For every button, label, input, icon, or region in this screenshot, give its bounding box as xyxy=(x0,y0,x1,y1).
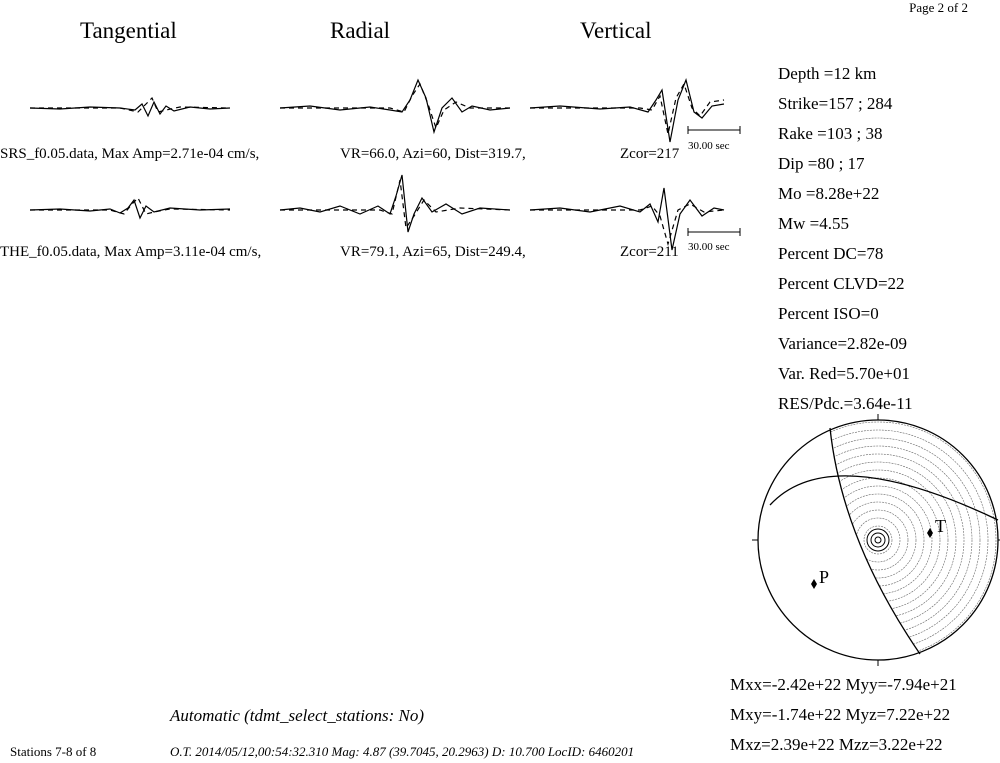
waveform-srs-tangential-data xyxy=(30,102,230,116)
p-axis-label: P xyxy=(819,567,830,587)
column-header-vertical: Vertical xyxy=(580,18,652,43)
param-res-pdc: RES/Pdc.=3.64e-11 xyxy=(778,394,913,413)
waveform-srs-vertical-synthetic xyxy=(530,84,724,134)
waveform-the-radial-data xyxy=(280,175,510,232)
param-variance: Variance=2.82e-09 xyxy=(778,334,908,353)
scale-bar-2 xyxy=(688,228,740,236)
station-2-stats: VR=79.1, Azi=65, Dist=249.4, xyxy=(340,244,526,260)
station-1-scale-label: 30.00 sec xyxy=(688,140,730,152)
page-number: Page 2 of 2 xyxy=(909,0,968,15)
waveform-srs-vertical-data xyxy=(530,80,724,142)
param-percent-dc: Percent DC=78 xyxy=(778,244,884,263)
column-header-radial: Radial xyxy=(330,18,391,43)
stations-range: Stations 7-8 of 8 xyxy=(10,744,97,759)
moment-tensor-row-3: Mxz=2.39e+22 Mzz=3.22e+22 xyxy=(730,735,943,754)
param-percent-iso: Percent ISO=0 xyxy=(778,304,879,323)
beachball xyxy=(752,414,1000,666)
station-2-zcor: Zcor=211 xyxy=(620,244,679,260)
moment-tensor-row-2: Mxy=-1.74e+22 Myz=7.22e+22 xyxy=(730,705,951,724)
param-var-red: Var. Red=5.70e+01 xyxy=(778,364,911,383)
waveform-the-radial-synthetic xyxy=(280,180,510,228)
param-rake: Rake =103 ; 38 xyxy=(778,124,883,143)
column-header-tangential: Tangential xyxy=(80,18,177,43)
p-axis-marker xyxy=(811,579,817,589)
station-1-stats: VR=66.0, Azi=60, Dist=319.7, xyxy=(340,146,526,162)
t-axis-label: T xyxy=(935,516,946,536)
t-axis-marker xyxy=(927,528,933,538)
station-1-label: SRS_f0.05.data, Max Amp=2.71e-04 cm/s, xyxy=(0,146,260,162)
station-1-zcor: Zcor=217 xyxy=(620,146,680,162)
station-2-label: THE_f0.05.data, Max Amp=3.11e-04 cm/s, xyxy=(0,244,262,260)
waveform-the-tangential-data xyxy=(30,200,230,218)
beachball-ticks xyxy=(752,414,1000,666)
waveform-the-vertical-synthetic xyxy=(530,204,724,244)
scale-bar-1 xyxy=(688,126,740,134)
waveform-srs-radial-data xyxy=(280,80,510,132)
station-2-scale-label: 30.00 sec xyxy=(688,241,730,253)
param-mo: Mo =8.28e+22 xyxy=(778,184,880,203)
automatic-mode-label: Automatic (tdmt_select_stations: No) xyxy=(170,706,425,725)
param-mw: Mw =4.55 xyxy=(778,214,849,233)
param-strike: Strike=157 ; 284 xyxy=(778,94,893,113)
waveform-srs-tangential-synthetic xyxy=(30,98,230,112)
param-depth: Depth =12 km xyxy=(778,64,877,83)
moment-tensor-row-1: Mxx=-2.42e+22 Myy=-7.94e+21 xyxy=(730,675,957,694)
origin-info: O.T. 2014/05/12,00:54:32.310 Mag: 4.87 (39.7045, 20.2963) D: 10.700 LocID: 6460201 xyxy=(170,744,635,759)
nodal-plane-2 xyxy=(770,476,998,520)
param-percent-clvd: Percent CLVD=22 xyxy=(778,274,905,293)
param-dip: Dip =80 ; 17 xyxy=(778,154,865,173)
